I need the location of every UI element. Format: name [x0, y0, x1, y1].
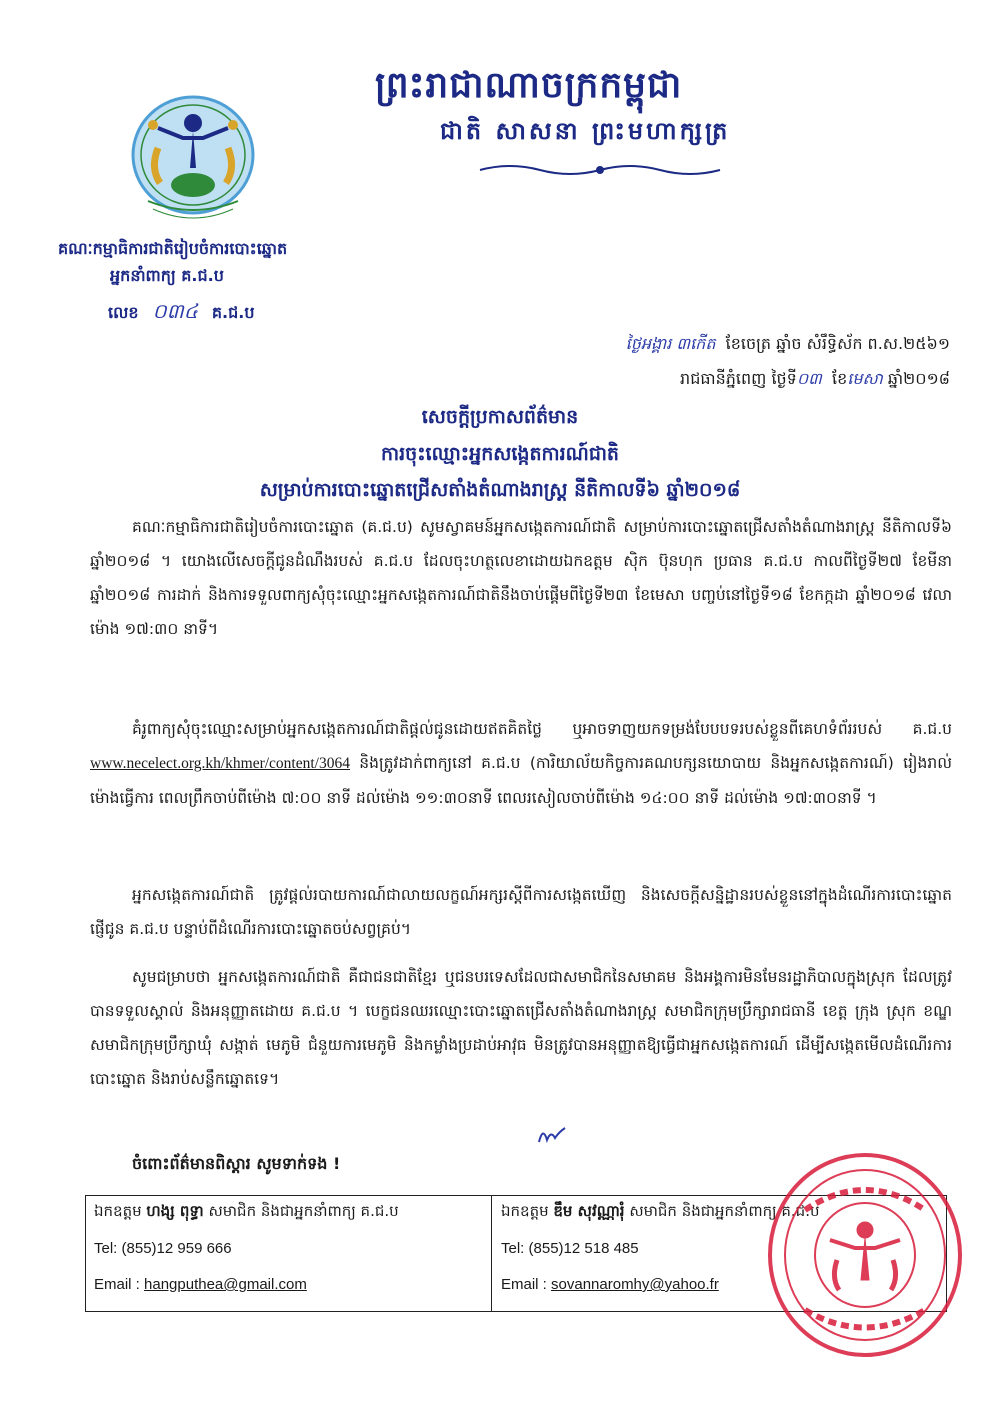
solar-month-label: ខែ	[832, 369, 848, 388]
kingdom-title: ព្រះរាជាណាចក្រកម្ពុជា	[375, 65, 683, 106]
contact-email-link[interactable]: sovannaromhy@yahoo.fr	[551, 1276, 719, 1293]
reference-number	[108, 298, 255, 328]
contact-phone: Tel: (855)12 959 666	[94, 1240, 232, 1257]
nec-website-link[interactable]: www.necelect.org.kh/khmer/content/3064	[90, 755, 350, 772]
document-subtitle: ការចុះឈ្មោះអ្នកសង្កេតការណ៍ជាតិ	[381, 443, 619, 465]
document-title: សេចក្តីប្រកាសព័ត៌មាន	[421, 406, 579, 428]
reference-number-handwritten: ០៣៤	[152, 299, 198, 323]
paragraph-1: គណៈកម្មាធិការជាតិរៀបចំការបោះឆ្នោត (គ.ជ.ប) សូមស្វាគមន៍អ្នកសង្កេតការណ៍ជាតិ សម្រាប់ការបោះឆ្នោតជ្រើសតាំងតំណាងរាស្ត្រ នីតិកាលទី៦ ឆ្នាំ២០១៨ ។ យោងលើសេចក្តីជូនដំណឹងរបស់ គ.ជ.ប ដែលចុះហត្ថលេខាដោយឯកឧត្តម ស៊ិក ប៊ុនហុក ប្រធាន គ.ជ.ប កាលពីថ្ងៃទី២៧ ខែមីនា ឆ្នាំ២០១៨ ការដាក់ និងការទទួលពាក្យសុំចុះឈ្មោះអ្នកសង្កេតការណ៍ជាតិនឹងចាប់ផ្តើមពីថ្ងៃទី២៣ ខែមេសា បញ្ចប់នៅថ្ងៃទី១៨ ខែកក្កដា ឆ្នាំ២០១៨ វេលាម៉ោង ១៧:៣០ នាទី។	[90, 518, 952, 638]
contact-person: ឌឹម សុវណ្ណារុំ	[553, 1202, 625, 1220]
contact-role: សមាជិក និងជាអ្នកនាំពាក្យ គ.ជ.ប	[208, 1202, 399, 1220]
contact-phone: Tel: (855)12 518 485	[501, 1240, 639, 1257]
nec-logo-icon	[128, 93, 258, 231]
lunar-date	[430, 333, 950, 357]
national-motto: ជាតិ សាសនា ព្រះមហាក្សត្រ	[440, 117, 731, 145]
contact-email-label: Email :	[501, 1276, 552, 1293]
paragraph-4: សូមជម្រាបថា អ្នកសង្កេតការណ៍ជាតិ គឺជាជនជាតិខ្មែរ ឬជនបរទេសដែលជាសមាជិកនៃសមាគម និងអង្គការមិនមែនរដ្ឋាភិបាលក្នុងស្រុក ដែលត្រូវបានទទួលស្គាល់ និងអនុញ្ញាតដោយ គ.ជ.ប ។ បេក្ខជនឈរឈ្មោះបោះឆ្នោតជ្រើសតាំងតំណាងរាស្ត្រ សមាជិកក្រុមប្រឹក្សារាជធានី ខេត្ត ក្រុង ស្រុក ខណ្ឌ សមាជិកក្រុមប្រឹក្សាឃុំ សង្កាត់ មេភូមិ ជំនួយការមេភូមិ និងកម្លាំងប្រដាប់អាវុធ មិនត្រូវបានអនុញ្ញាតឱ្យធ្វើជាអ្នកសង្កេតការណ៍ ដើម្បីសង្កេតមើលដំណើរការបោះឆ្នោត និងរាប់សន្លឹកឆ្នោតទេ។	[90, 968, 952, 1088]
reference-suffix: គ.ជ.ប	[211, 303, 255, 322]
contact-role: សមាជិក និងជាអ្នកនាំពាក្យ គ.ជ.ប	[629, 1202, 820, 1220]
contact-title: ឯកឧត្តម	[94, 1202, 142, 1220]
reference-prefix: លេខ	[108, 303, 139, 322]
contact-email-row	[501, 1276, 719, 1293]
paragraph-2	[90, 712, 952, 815]
contact-name	[94, 1202, 399, 1224]
contact-card	[86, 1196, 492, 1311]
contact-person: ហង្ស ពុទ្ធា	[146, 1202, 204, 1220]
contact-title: ឯកឧត្តម	[501, 1202, 549, 1220]
ornament-divider-icon	[470, 160, 730, 180]
contact-email-row	[94, 1276, 307, 1293]
solar-day-handwritten: ០៣	[796, 369, 822, 388]
solar-year: ឆ្នាំ២០១៨	[887, 369, 950, 388]
contact-email-link[interactable]: hangputhea@gmail.com	[144, 1276, 307, 1293]
paragraph-3: អ្នកសង្កេតការណ៍ជាតិ ត្រូវផ្តល់របាយការណ៍ជាលាយលក្ខណ៍អក្សរស្តីពីការសង្កេតឃើញ និងសេចក្តីសន្និដ្ឋានរបស់ខ្លួននៅក្នុងដំណើរការបោះឆ្នោត ផ្ញើជូន គ.ជ.ប បន្ទាប់ពីដំណើរការបោះឆ្នោតចប់សព្វគ្រប់។	[90, 886, 952, 938]
solar-date	[430, 368, 950, 392]
official-seal-icon	[765, 1150, 965, 1360]
paragraph-2-start: គំរូពាក្យសុំចុះឈ្មោះសម្រាប់អ្នកសង្កេតការណ៍ជាតិផ្តល់ជូនដោយឥតគិតថ្លៃ ឬអាចទាញយកទម្រង់បែបបទរបស់ខ្លួនពីគេហទំព័ររបស់ គ.ជ.ប	[132, 720, 952, 738]
initial-signature-icon	[535, 1122, 569, 1148]
contact-email-label: Email :	[94, 1276, 145, 1293]
document-subtitle-2: សម្រាប់ការបោះឆ្នោតជ្រើសតាំងតំណាងរាស្ត្រ នីតិកាលទី៦ ឆ្នាំ២០១៨	[259, 479, 741, 501]
lunar-date-handwritten: ថ្ងៃអង្គារ ៣កើត	[625, 334, 716, 353]
lunar-date-text: ខែចេត្រ ឆ្នាំច សំរឹទ្ធិស័ក ព.ស.២៥៦១	[725, 334, 950, 353]
paragraph-2-end: និងត្រូវដាក់ពាក្យនៅ គ.ជ.ប (ការិយាល័យកិច្ចការគណបក្សនយោបាយ និងអ្នកសង្កេតការណ៍) រៀងរាល់ម៉ោងធ្វើការ ពេលព្រឹកចាប់ពីម៉ោង ៧:០០ នាទី ដល់ម៉ោង ១១:៣០នាទី ពេលរសៀលចាប់ពីម៉ោង ១៤:០០ នាទី ដល់ម៉ោង ១៧:៣០នាទី ។	[90, 754, 952, 807]
spokesperson-label: អ្នកនាំពាក្យ គ.ជ.ប	[110, 266, 224, 285]
organization-name: គណៈកម្មាធិការជាតិរៀបចំការបោះឆ្នោត	[58, 239, 288, 258]
closing-line: ចំពោះព័ត៌មានពិស្តារ សូមទាក់ទង !	[132, 1154, 341, 1173]
solar-date-prefix: រាជធានីភ្នំពេញ ថ្ងៃទី	[680, 369, 797, 388]
solar-month-handwritten: មេសា	[847, 369, 883, 388]
